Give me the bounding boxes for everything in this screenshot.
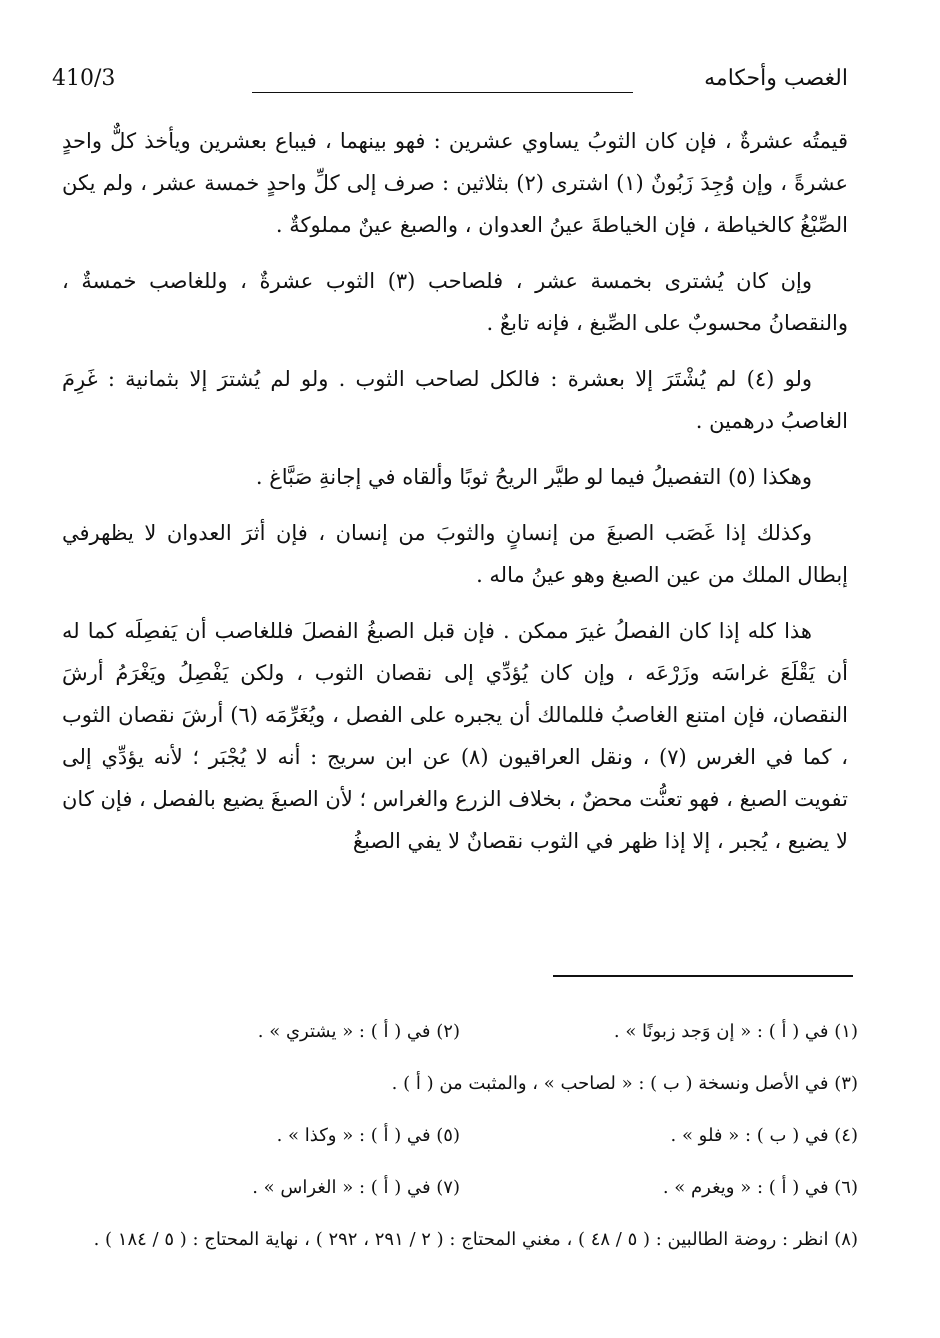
paragraph: ولو (٤) لم يُشْتَرَ إلا بعشرة : فالكل لصاحب الثوب . ولو لم يُشترَ إلا بثمانية : غَرِمَ الغاصبُ درهمين . bbox=[62, 367, 848, 433]
paragraph: وكذلك إذا غَصَب الصبغَ من إنسانٍ والثوبَ من إنسان ، فإن أثرَ العدوان لا يظهرفي إبطال الملك من عين الصبغ وهو عينُ ماله . bbox=[62, 521, 848, 587]
footnote: (١) في ( أ ) : « إن وَجد زبونًا » . bbox=[613, 1020, 858, 1042]
main-text bbox=[62, 120, 848, 876]
footnote-separator bbox=[553, 975, 853, 977]
page-header bbox=[52, 62, 848, 98]
paragraph: هذا كله إذا كان الفصلُ غيرَ ممكن . فإن قبل الصبغُ الفصلَ فللغاصب أن يَفصِلَه كما له أن يَقْلَعَ غراسَه وزَرْعَه ، وإن كان يُؤدِّي إلى نقصان الثوب ، ولكن يَفْصِلُ ويَغْرَمُ أرشَ النقصان، فإن امتنع الغاصبُ فللمالك أن يجبره على الفصل ، ويُغَرِّمَه (٦) أرشَ نقصان الثوب ، كما في الغرس (٧) ، ونقل العراقيون (٨) عن ابن سريج : أنه لا يُجْبَر ؛ لأنه يؤدِّي إلى تفويت الصبغ ، فهو تعنُّت محضٌ ، بخلاف الزرع والغراس ؛ لأن الصبغَ يضيع بالفصل ، فإن كان لا يضيع ، يُجبر ، إلا إذا ظهر في الثوب نقصانٌ لا يفي الصبغُ bbox=[62, 619, 848, 853]
paragraph: وهكذا (٥) التفصيلُ فيما لو طيَّر الريحُ ثوبًا وألقاه في إجانةِ صَبَّاغ . bbox=[255, 465, 812, 489]
footnotes bbox=[62, 1005, 858, 1265]
footnote-row bbox=[62, 1161, 858, 1213]
footnote: (٧) في ( أ ) : « الغراس » . bbox=[252, 1176, 460, 1198]
paragraph: وإن كان يُشترى بخمسة عشر ، فلصاحب (٣) الثوب عشرةٌ ، وللغاصب خمسةٌ ، والنقصانُ محسوبٌ على الصِّبغ ، فإنه تابعٌ . bbox=[62, 269, 848, 335]
footnote-row bbox=[62, 1213, 858, 1265]
footnote-row bbox=[62, 1109, 858, 1161]
footnote: (٤) في ( ب ) : « فلو » . bbox=[670, 1124, 858, 1146]
header-rule bbox=[252, 92, 633, 93]
page-number: 410/3 bbox=[52, 66, 116, 91]
footnote: (٦) في ( أ ) : « ويغرم » . bbox=[662, 1176, 858, 1198]
running-title: الغصب وأحكامه bbox=[704, 66, 848, 91]
footnote-row bbox=[62, 1057, 858, 1109]
paragraph: قيمتُه عشرةٌ ، فإن كان الثوبُ يساوي عشرين : فهو بينهما ، فيباع بعشرين ويأخذ كلٌّ واحدٍ عشرةً ، وإن وُجِدَ زَبُونٌ (١) اشترى (٢) بثلاثين : صرف إلى كلِّ واحدٍ خمسة عشر ، ولم يكن الصِّبْغُ كالخياطة ، فإن الخياطةَ عينُ العدوان ، والصبغ عينٌ مملوكةٌ . bbox=[62, 129, 848, 237]
footnote-row bbox=[62, 1005, 858, 1057]
footnote: (٢) في ( أ ) : « يشتري » . bbox=[257, 1020, 460, 1042]
footnote: (٣) في الأصل ونسخة ( ب ) : « لصاحب » ، والمثبت من ( أ ) . bbox=[391, 1072, 858, 1094]
footnote: (٨) انظر : روضة الطالبين : ( ٥ / ٤٨ ) ، مغني المحتاج : ( ٢ / ٢٩١ ، ٢٩٢ ) ، نهاية المحتاج : ( ٥ / ١٨٤ ) . bbox=[93, 1228, 858, 1250]
footnote: (٥) في ( أ ) : « وكذا » . bbox=[276, 1124, 460, 1146]
